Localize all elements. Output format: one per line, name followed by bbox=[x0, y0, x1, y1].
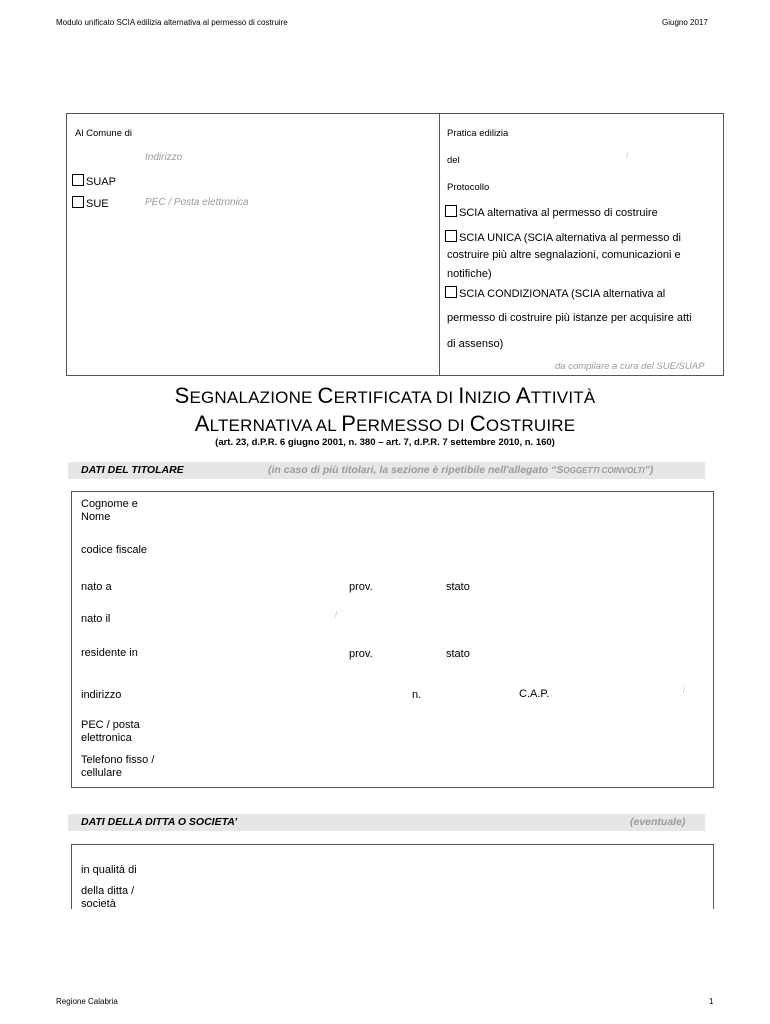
titolare-box-bottom bbox=[71, 787, 713, 788]
scia-unica-checkbox[interactable] bbox=[445, 230, 457, 242]
ditta-box bbox=[71, 844, 714, 909]
cognome-label: Cognome e bbox=[81, 498, 138, 510]
nato-il-label: nato il bbox=[81, 613, 111, 625]
document-title-line1: SEGNALAZIONE CERTIFICATA DI INIZIO ATTIVITÀ bbox=[174, 383, 596, 408]
scia-unica-label-line3: notifiche) bbox=[447, 268, 492, 280]
suap-checkbox[interactable] bbox=[72, 174, 84, 186]
numero-label: n. bbox=[412, 689, 422, 701]
document-subtitle: (art. 23, d.P.R. 6 giugno 2001, n. 380 – art. 7, d.P.R. 7 settembre 2010, n. 160) bbox=[215, 437, 555, 448]
scia-condizionata-checkbox[interactable] bbox=[445, 286, 457, 298]
nato-a-label: nato a bbox=[81, 581, 112, 593]
suap-label: SUAP bbox=[86, 176, 116, 188]
document-title-line2: ALTERNATIVA AL PERMESSO DI COSTRUIRE bbox=[194, 411, 576, 436]
residente-in-label: residente in bbox=[81, 647, 138, 659]
del-label: del bbox=[447, 155, 460, 166]
ditta-section-note: (eventuale) bbox=[630, 816, 686, 828]
scia-condizionata-label: SCIA CONDIZIONATA (SCIA alternativa al bbox=[459, 288, 666, 300]
titolare-box bbox=[71, 491, 714, 788]
document-header-title: Modulo unificato SCIA edilizia alternativa al permesso di costruire bbox=[56, 18, 288, 27]
footer-region: Regione Calabria bbox=[56, 997, 118, 1006]
date-separator: / bbox=[626, 151, 629, 160]
titolare-section-band bbox=[68, 462, 705, 479]
scia-condizionata-label-line2: permesso di costruire più istanze per acquisire atti bbox=[447, 312, 692, 324]
ditta-section-band bbox=[68, 814, 705, 831]
ditta-label-line1: della ditta / bbox=[81, 885, 135, 897]
titolare-section-note: (in caso di più titolari, la sezione è ripetibile nell'allegato “SOGGETTI COINVOLTI”) bbox=[268, 464, 654, 476]
comune-label: Al Comune di bbox=[75, 128, 133, 139]
sue-option[interactable] bbox=[72, 196, 109, 210]
ditta-section-title: DATI DELLA DITTA O SOCIETA’ bbox=[81, 816, 238, 828]
protocollo-label: Protocollo bbox=[447, 182, 490, 193]
box-divider bbox=[439, 114, 440, 375]
scia-unica-label: SCIA UNICA (SCIA alternativa al permesso di bbox=[459, 232, 681, 244]
cap-label: C.A.P. bbox=[519, 688, 550, 700]
indirizzo-field[interactable]: Indirizzo bbox=[145, 152, 183, 163]
sue-checkbox[interactable] bbox=[72, 196, 84, 208]
option-scia-unica[interactable] bbox=[445, 230, 681, 244]
option-scia-alternativa[interactable] bbox=[445, 205, 658, 219]
titolare-section-title: DATI DEL TITOLARE bbox=[81, 464, 184, 476]
scia-alternativa-label: SCIA alternativa al permesso di costruire bbox=[459, 207, 658, 219]
nome-label: Nome bbox=[81, 511, 111, 523]
ditta-label-line2: società bbox=[81, 898, 116, 910]
scia-alternativa-checkbox[interactable] bbox=[445, 205, 457, 217]
pec-label-line1: PEC / posta bbox=[81, 719, 140, 731]
pratica-edilizia-label: Pratica edilizia bbox=[447, 128, 509, 139]
sue-label: SUE bbox=[86, 198, 109, 210]
page-number: 1 bbox=[709, 997, 714, 1006]
compilation-note: da compilare a cura del SUE/SUAP bbox=[555, 361, 705, 372]
indirizzo-label: indirizzo bbox=[81, 689, 122, 701]
qualita-label: in qualità di bbox=[81, 864, 137, 876]
stato-label-2: stato bbox=[446, 648, 470, 660]
codice-fiscale-label: codice fiscale bbox=[81, 544, 148, 556]
date-separator-2: / bbox=[335, 610, 338, 619]
scia-condizionata-label-line3: di assenso) bbox=[447, 338, 504, 350]
pec-field[interactable]: PEC / Posta elettronica bbox=[145, 197, 249, 208]
telefono-label-line2: cellulare bbox=[81, 767, 122, 779]
prov-label-1: prov. bbox=[349, 581, 373, 593]
scia-unica-label-line2: costruire più altre segnalazioni, comunicazioni e bbox=[447, 249, 681, 261]
option-scia-condizionata[interactable] bbox=[445, 286, 665, 300]
document-header-date: Giugno 2017 bbox=[662, 18, 708, 27]
cap-separator: / bbox=[683, 686, 686, 695]
stato-label-1: stato bbox=[446, 581, 470, 593]
telefono-label-line1: Telefono fisso / bbox=[81, 754, 155, 766]
prov-label-2: prov. bbox=[349, 648, 373, 660]
pec-label-line2: elettronica bbox=[81, 732, 132, 744]
suap-option[interactable] bbox=[72, 174, 116, 188]
